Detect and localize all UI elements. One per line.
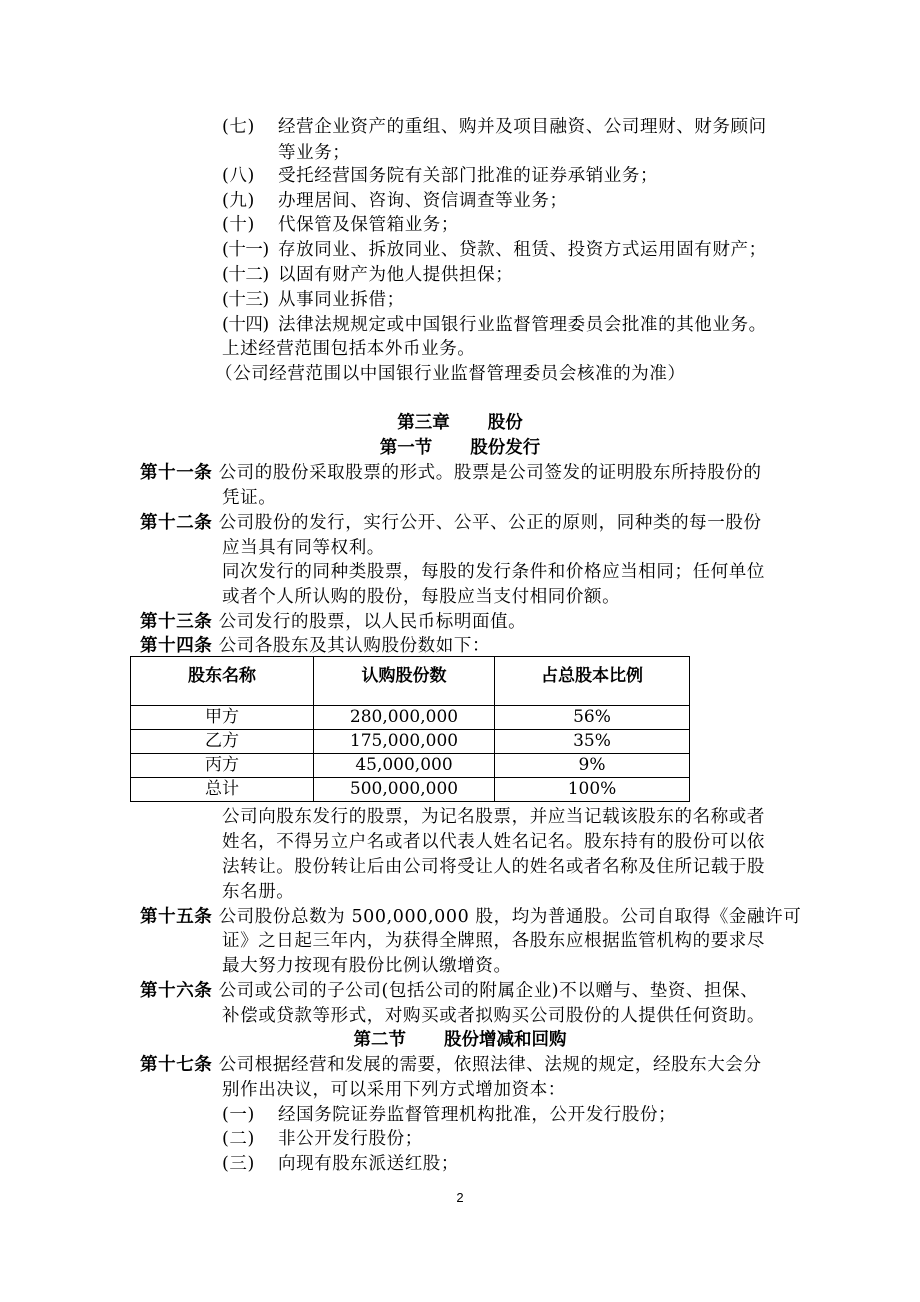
header-shareholder-name: 股东名称 [131, 657, 314, 706]
shareholder-table [130, 656, 690, 802]
article-16: 第十六条 公司或公司的子公司(包括公司的附属企业)不以赠与、垫资、担保、 [140, 981, 759, 1001]
list-item: (八) 受托经营国务院有关部门批准的证券承销业务； [222, 166, 659, 186]
cell-name: 总计 [131, 778, 314, 802]
cell-shares: 175,000,000 [314, 730, 495, 754]
article-15-cont: 证》之日起三年内，为获得全牌照，各股东应根据监管机构的要求尽 [222, 931, 765, 951]
cell-ratio: 9% [495, 754, 690, 778]
header-subscribed-shares: 认购股份数 [314, 657, 495, 706]
list-item: (十三) 从事同业拆借； [222, 290, 405, 310]
list-item: (三) 向现有股东派送红股； [222, 1154, 459, 1174]
table-row [131, 706, 690, 730]
scope-note: 上述经营范围包括本外币业务。 [222, 339, 476, 359]
list-item: (一) 经国务院证券监督管理机构批准，公开发行股份； [222, 1105, 677, 1125]
paragraph-line: 公司向股东发行的股票，为记名股票，并应当记载该股东的名称或者 [222, 807, 765, 827]
article-16-cont: 补偿或贷款等形式，对购买或者拟购买公司股份的人提供任何资助。 [222, 1006, 765, 1026]
article-14: 第十四条 公司各股东及其认购股份数如下： [140, 636, 491, 656]
paragraph-line: 法转让。股份转让后由公司将受让人的姓名或者名称及住所记载于股 [222, 857, 765, 877]
list-item-continuation: 等业务； [278, 143, 351, 163]
article-12-para2: 同次发行的同种类股票，每股的发行条件和价格应当相同；任何单位 [222, 562, 765, 582]
cell-ratio: 35% [495, 730, 690, 754]
list-item: (二) 非公开发行股份； [222, 1129, 423, 1149]
cell-name: 丙方 [131, 754, 314, 778]
paragraph-line: 东名册。 [222, 882, 295, 902]
page-number: 2 [456, 1190, 464, 1205]
article-15-cont: 最大努力按现有股份比例认缴增资。 [222, 956, 512, 976]
article-12-cont: 应当具有同等权利。 [222, 538, 385, 558]
scope-paren-note: （公司经营范围以中国银行业监督管理委员会核准的为准） [215, 364, 686, 384]
cell-name: 乙方 [131, 730, 314, 754]
table-row [131, 754, 690, 778]
article-13: 第十三条 公司发行的股票，以人民币标明面值。 [140, 612, 527, 632]
article-11: 第十一条 公司的股份采取股票的形式。股票是公司签发的证明股东所持股份的 [140, 463, 762, 483]
list-item: (十四) 法律法规规定或中国银行业监督管理委员会批准的其他业务。 [222, 315, 767, 335]
table-row-total [131, 778, 690, 802]
cell-shares: 45,000,000 [314, 754, 495, 778]
list-item: (十一) 存放同业、拆放同业、贷款、租赁、投资方式运用固有财产； [222, 240, 767, 260]
article-12-para2-cont: 或者个人所认购的股份，每股应当支付相同价额。 [222, 587, 621, 607]
article-15: 第十五条 公司股份总数为 500,000,000 股，均为普通股。公司自取得《金融许可 [140, 907, 802, 927]
cell-ratio: 56% [495, 706, 690, 730]
list-item: (九) 办理居间、咨询、资信调查等业务； [222, 191, 568, 211]
cell-name: 甲方 [131, 706, 314, 730]
cell-shares: 280,000,000 [314, 706, 495, 730]
section-heading: 第二节 股份增减和回购 [353, 1030, 567, 1050]
table-header-row [131, 657, 690, 706]
article-17-cont: 别作出决议，可以采用下列方式增加资本： [222, 1080, 566, 1100]
article-11-cont: 凭证。 [222, 488, 277, 508]
section-heading: 第一节 股份发行 [379, 438, 541, 458]
header-share-ratio: 占总股本比例 [495, 657, 690, 706]
paragraph-line: 姓名，不得另立户名或者以代表人姓名记名。股东持有的股份可以依 [222, 832, 765, 852]
chapter-heading: 第三章 股份 [397, 413, 523, 433]
table-row [131, 730, 690, 754]
article-17: 第十七条 公司根据经营和发展的需要，依照法律、法规的规定，经股东大会分 [140, 1055, 762, 1075]
list-item: (七) 经营企业资产的重组、购并及项目融资、公司理财、财务顾问 [222, 117, 767, 137]
list-item: (十) 代保管及保管箱业务； [222, 215, 459, 235]
cell-ratio: 100% [495, 778, 690, 802]
cell-shares: 500,000,000 [314, 778, 495, 802]
list-item: (十二) 以固有财产为他人提供担保； [222, 265, 514, 285]
article-12: 第十二条 公司股份的发行，实行公开、公平、公正的原则，同种类的每一股份 [140, 513, 762, 533]
